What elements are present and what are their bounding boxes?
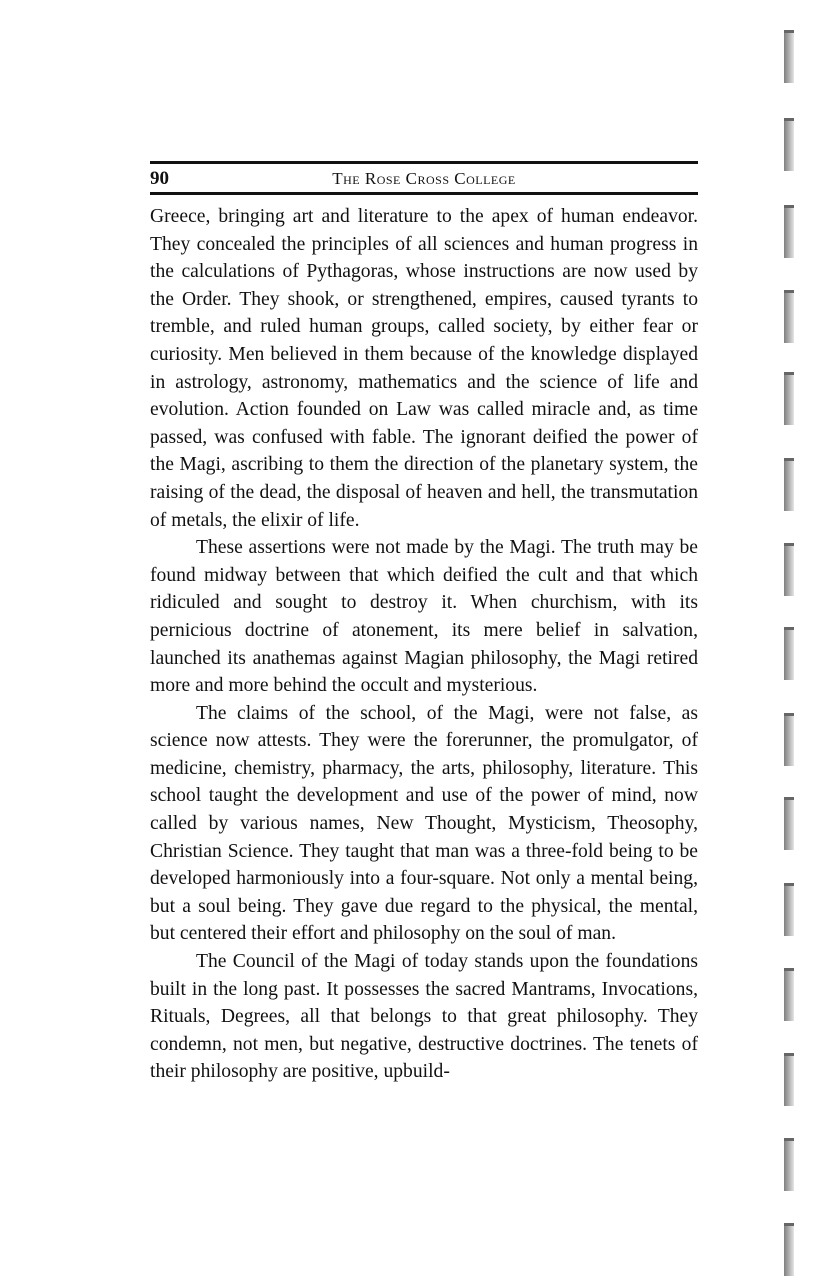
page-edge-mark (784, 1053, 794, 1106)
page-edge-mark (784, 1223, 794, 1276)
running-header (150, 166, 698, 192)
page-edge-mark (784, 627, 794, 680)
scanned-page-edge (766, 0, 826, 1284)
paragraph-4: The Council of the Magi of today stands upon the foundations built in the long past. It possesses the sacred Mantrams, Invocations, Rituals, Degrees, all that belongs to that great philosophy. They condemn, not men, but negative, destructive doctrines. The tenets of their philosophy are positive, upbuild- (150, 951, 698, 1083)
page-number: 90 (150, 168, 169, 189)
page-edge-mark (784, 1138, 794, 1191)
page-edge-mark (784, 968, 794, 1021)
header-top-rule (150, 161, 698, 164)
page-edge-mark (784, 458, 794, 511)
page-edge-mark (784, 883, 794, 936)
page-edge-mark (784, 118, 794, 171)
page-edge-mark (784, 797, 794, 850)
page-edge-mark (784, 713, 794, 766)
page-edge-mark (784, 372, 794, 425)
paragraph-3: The claims of the school, of the Magi, were not false, as science now attests. They were the forerunner, the promulgator, of medicine, chemistry, pharmacy, the arts, philosophy, literature. This school taught the development and use of the power of mind, now called by various names, New Thought, Mysticism, Theosophy, Christian Science. They taught that man was a three-fold being to be developed harmoniously into a four-square. Not only a mental being, but a soul being. They gave due regard to the physical, the mental, but centered their effort and philosophy on the soul of man. (150, 702, 698, 945)
page-edge-mark (784, 205, 794, 258)
header-bottom-rule (150, 192, 698, 195)
paragraph-2: These assertions were not made by the Magi. The truth may be found midway between that which deified the cult and that which ridiculed and sought to destroy it. When churchism, with its pernicious doctrine of atonement, its mere belief in salvation, launched its anathemas against Magian philosophy, the Magi retired more and more behind the occult and mysterious. (150, 537, 698, 697)
page-edge-mark (784, 30, 794, 83)
running-title: The Rose Cross College (332, 169, 516, 188)
page-edge-mark (784, 290, 794, 343)
paragraph-1: Greece, bringing art and literature to the apex of human endeavor. They concealed the principles of all sciences and human progress in the calculations of Pythagoras, whose instructions are now used by the Order. They shook, or strengthened, empires, caused tyrants to tremble, and ruled human groups, called society, by either fear or curiosity. Men believed in them because of the knowledge displayed in astrology, astronomy, mathematics and the science of life and evolution. Action founded on Law was called miracle and, as time passed, was confused with fable. The ignorant deified the power of the Magi, ascribing to them the direction of the planetary system, the raising of the dead, the disposal of heaven and hell, the transmutation of metals, the elixir of life. (150, 206, 698, 531)
page-edge-mark (784, 543, 794, 596)
body-text (150, 203, 698, 1086)
